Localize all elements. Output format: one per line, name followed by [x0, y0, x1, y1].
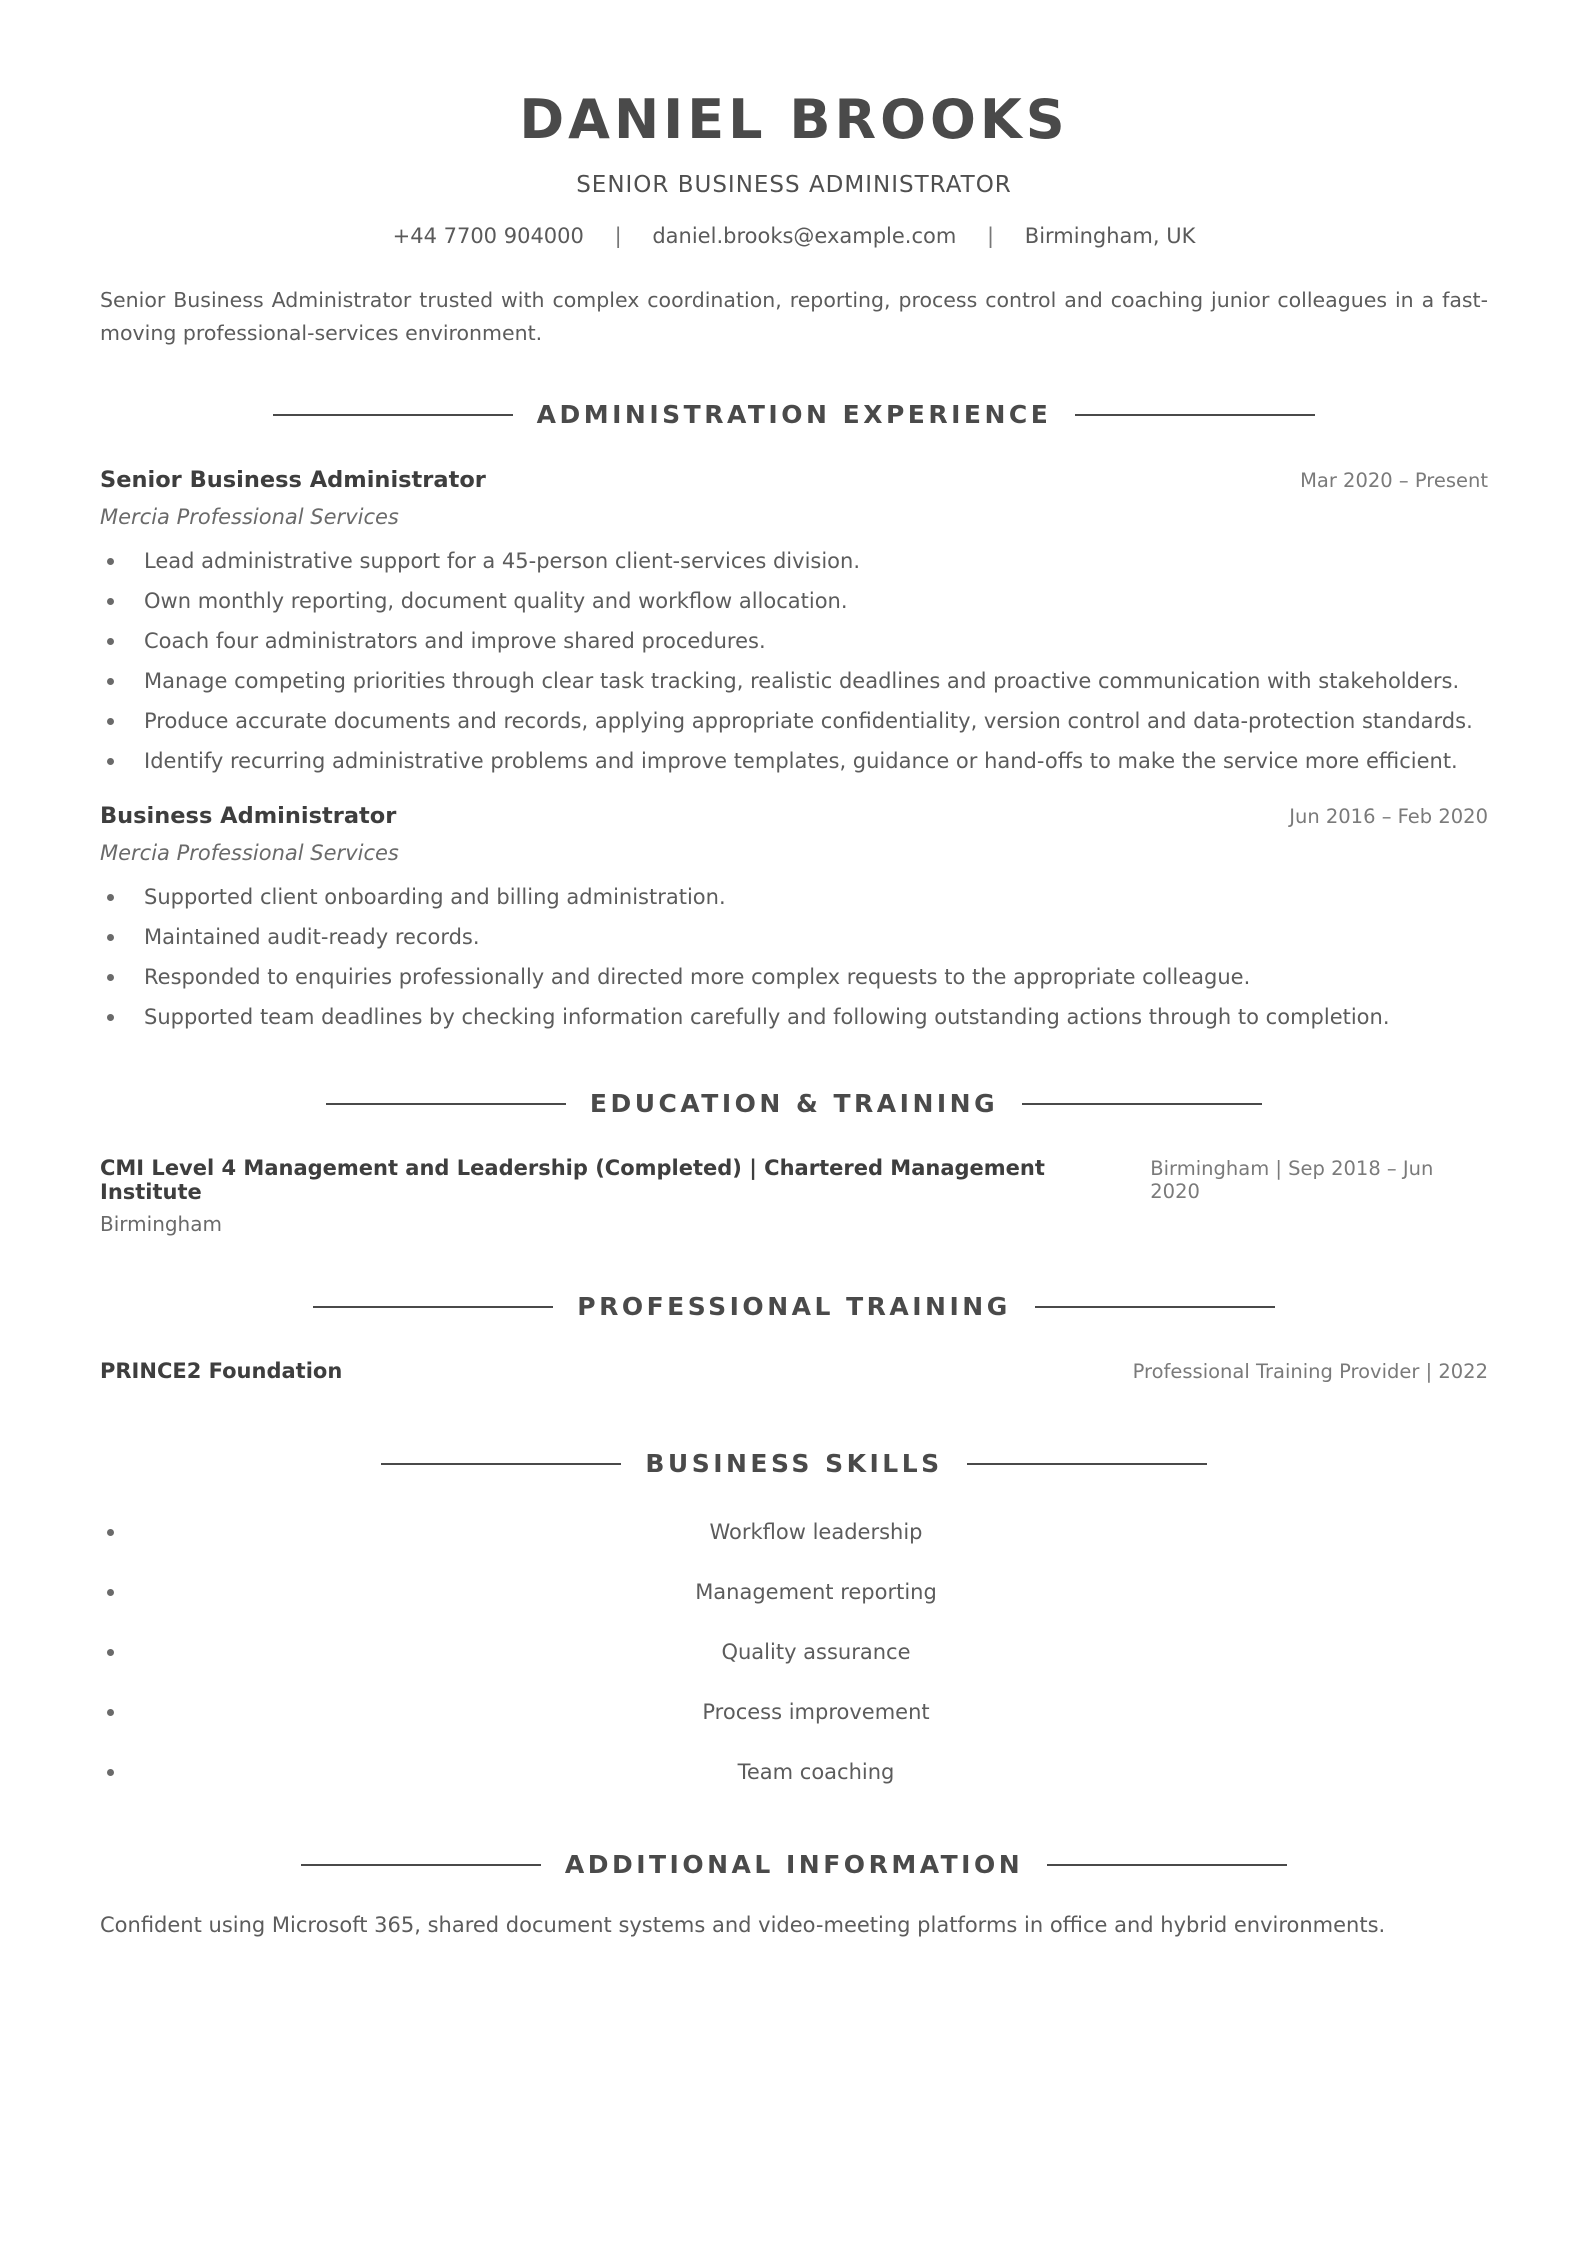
job-title: Senior Business Administrator — [100, 467, 486, 493]
candidate-name: DANIEL BROOKS — [519, 88, 1069, 151]
contact-separator: | — [987, 224, 995, 248]
job-bullet: Maintained audit-ready records. — [100, 917, 1488, 957]
heading-rule-right — [1035, 1306, 1275, 1308]
job-bullet: Produce accurate documents and records, applying appropriate confidentiality, version control and data-protection standards. — [100, 701, 1488, 741]
job-entry — [100, 803, 1488, 1037]
training-entry — [100, 1359, 1488, 1383]
job-bullet: Own monthly reporting, document quality and workflow allocation. — [100, 581, 1488, 621]
section-heading-additional — [100, 1850, 1488, 1879]
job-bullet: Manage competing priorities through clear task tracking, realistic deadlines and proactive communication with stakeholders. — [100, 661, 1488, 701]
education-entry — [100, 1156, 1488, 1236]
training-meta: Professional Training Provider | 2022 — [1132, 1360, 1488, 1383]
job-bullet: Lead administrative support for a 45-person client-services division. — [100, 541, 1488, 581]
section-heading-experience — [100, 400, 1488, 429]
candidate-title: SENIOR BUSINESS ADMINISTRATOR — [576, 172, 1012, 198]
skill-item: Workflow leadership — [100, 1502, 1488, 1562]
heading-rule-left — [301, 1864, 541, 1866]
skill-item: Quality assurance — [100, 1622, 1488, 1682]
heading-rule-right — [1022, 1103, 1262, 1105]
section-title: ADMINISTRATION EXPERIENCE — [536, 400, 1052, 429]
job-dates: Mar 2020 – Present — [1300, 469, 1488, 492]
contact-separator: | — [614, 224, 622, 248]
job-bullet: Supported client onboarding and billing administration. — [100, 877, 1488, 917]
education-location: Birmingham — [100, 1212, 222, 1236]
skill-item: Process improvement — [100, 1682, 1488, 1742]
job-bullet: Identify recurring administrative problems and improve templates, guidance or hand-offs to make the service more efficient. — [100, 741, 1488, 781]
heading-rule-left — [381, 1463, 621, 1465]
heading-rule-right — [1075, 414, 1315, 416]
job-dates: Jun 2016 – Feb 2020 — [1289, 805, 1488, 828]
job-bullet: Supported team deadlines by checking information carefully and following outstanding actions through to completion. — [100, 997, 1488, 1037]
job-entry — [100, 467, 1488, 781]
section-heading-training — [100, 1292, 1488, 1321]
skill-item: Team coaching — [100, 1742, 1488, 1802]
section-heading-skills — [100, 1449, 1488, 1478]
heading-rule-left — [326, 1103, 566, 1105]
contact-email: daniel.brooks@example.com — [652, 224, 957, 248]
contact-line — [100, 224, 1488, 248]
contact-location: Birmingham, UK — [1024, 224, 1196, 248]
job-bullets — [100, 541, 1488, 781]
job-company: Mercia Professional Services — [100, 505, 399, 529]
section-title: PROFESSIONAL TRAINING — [577, 1292, 1011, 1321]
section-title: BUSINESS SKILLS — [645, 1449, 943, 1478]
heading-rule-right — [1047, 1864, 1287, 1866]
section-title: EDUCATION & TRAINING — [589, 1089, 999, 1118]
heading-rule-right — [967, 1463, 1207, 1465]
training-title: PRINCE2 Foundation — [100, 1359, 343, 1383]
skill-item: Management reporting — [100, 1562, 1488, 1622]
heading-rule-left — [273, 414, 513, 416]
job-title: Business Administrator — [100, 803, 397, 829]
additional-info: Confident using Microsoft 365, shared document systems and video-meeting platforms in office and hybrid environments. — [100, 1913, 1386, 1937]
job-company: Mercia Professional Services — [100, 841, 399, 865]
contact-phone: +44 7700 904000 — [392, 224, 584, 248]
education-title: CMI Level 4 Management and Leadership (Completed) | Chartered Management Institute — [100, 1156, 1045, 1204]
section-title: ADDITIONAL INFORMATION — [564, 1850, 1024, 1879]
job-bullet: Coach four administrators and improve shared procedures. — [100, 621, 1488, 661]
skills-list — [100, 1502, 1488, 1802]
profile-summary: Senior Business Administrator trusted with complex coordination, reporting, process control and coaching junior colleagues in a fast-moving professional-services environment. — [100, 288, 1488, 345]
heading-rule-left — [313, 1306, 553, 1308]
job-bullet: Responded to enquiries professionally and directed more complex requests to the appropriate colleague. — [100, 957, 1488, 997]
job-bullets — [100, 877, 1488, 1037]
section-heading-education — [100, 1089, 1488, 1118]
education-meta: Birmingham | Sep 2018 – Jun 2020 — [1150, 1157, 1434, 1203]
